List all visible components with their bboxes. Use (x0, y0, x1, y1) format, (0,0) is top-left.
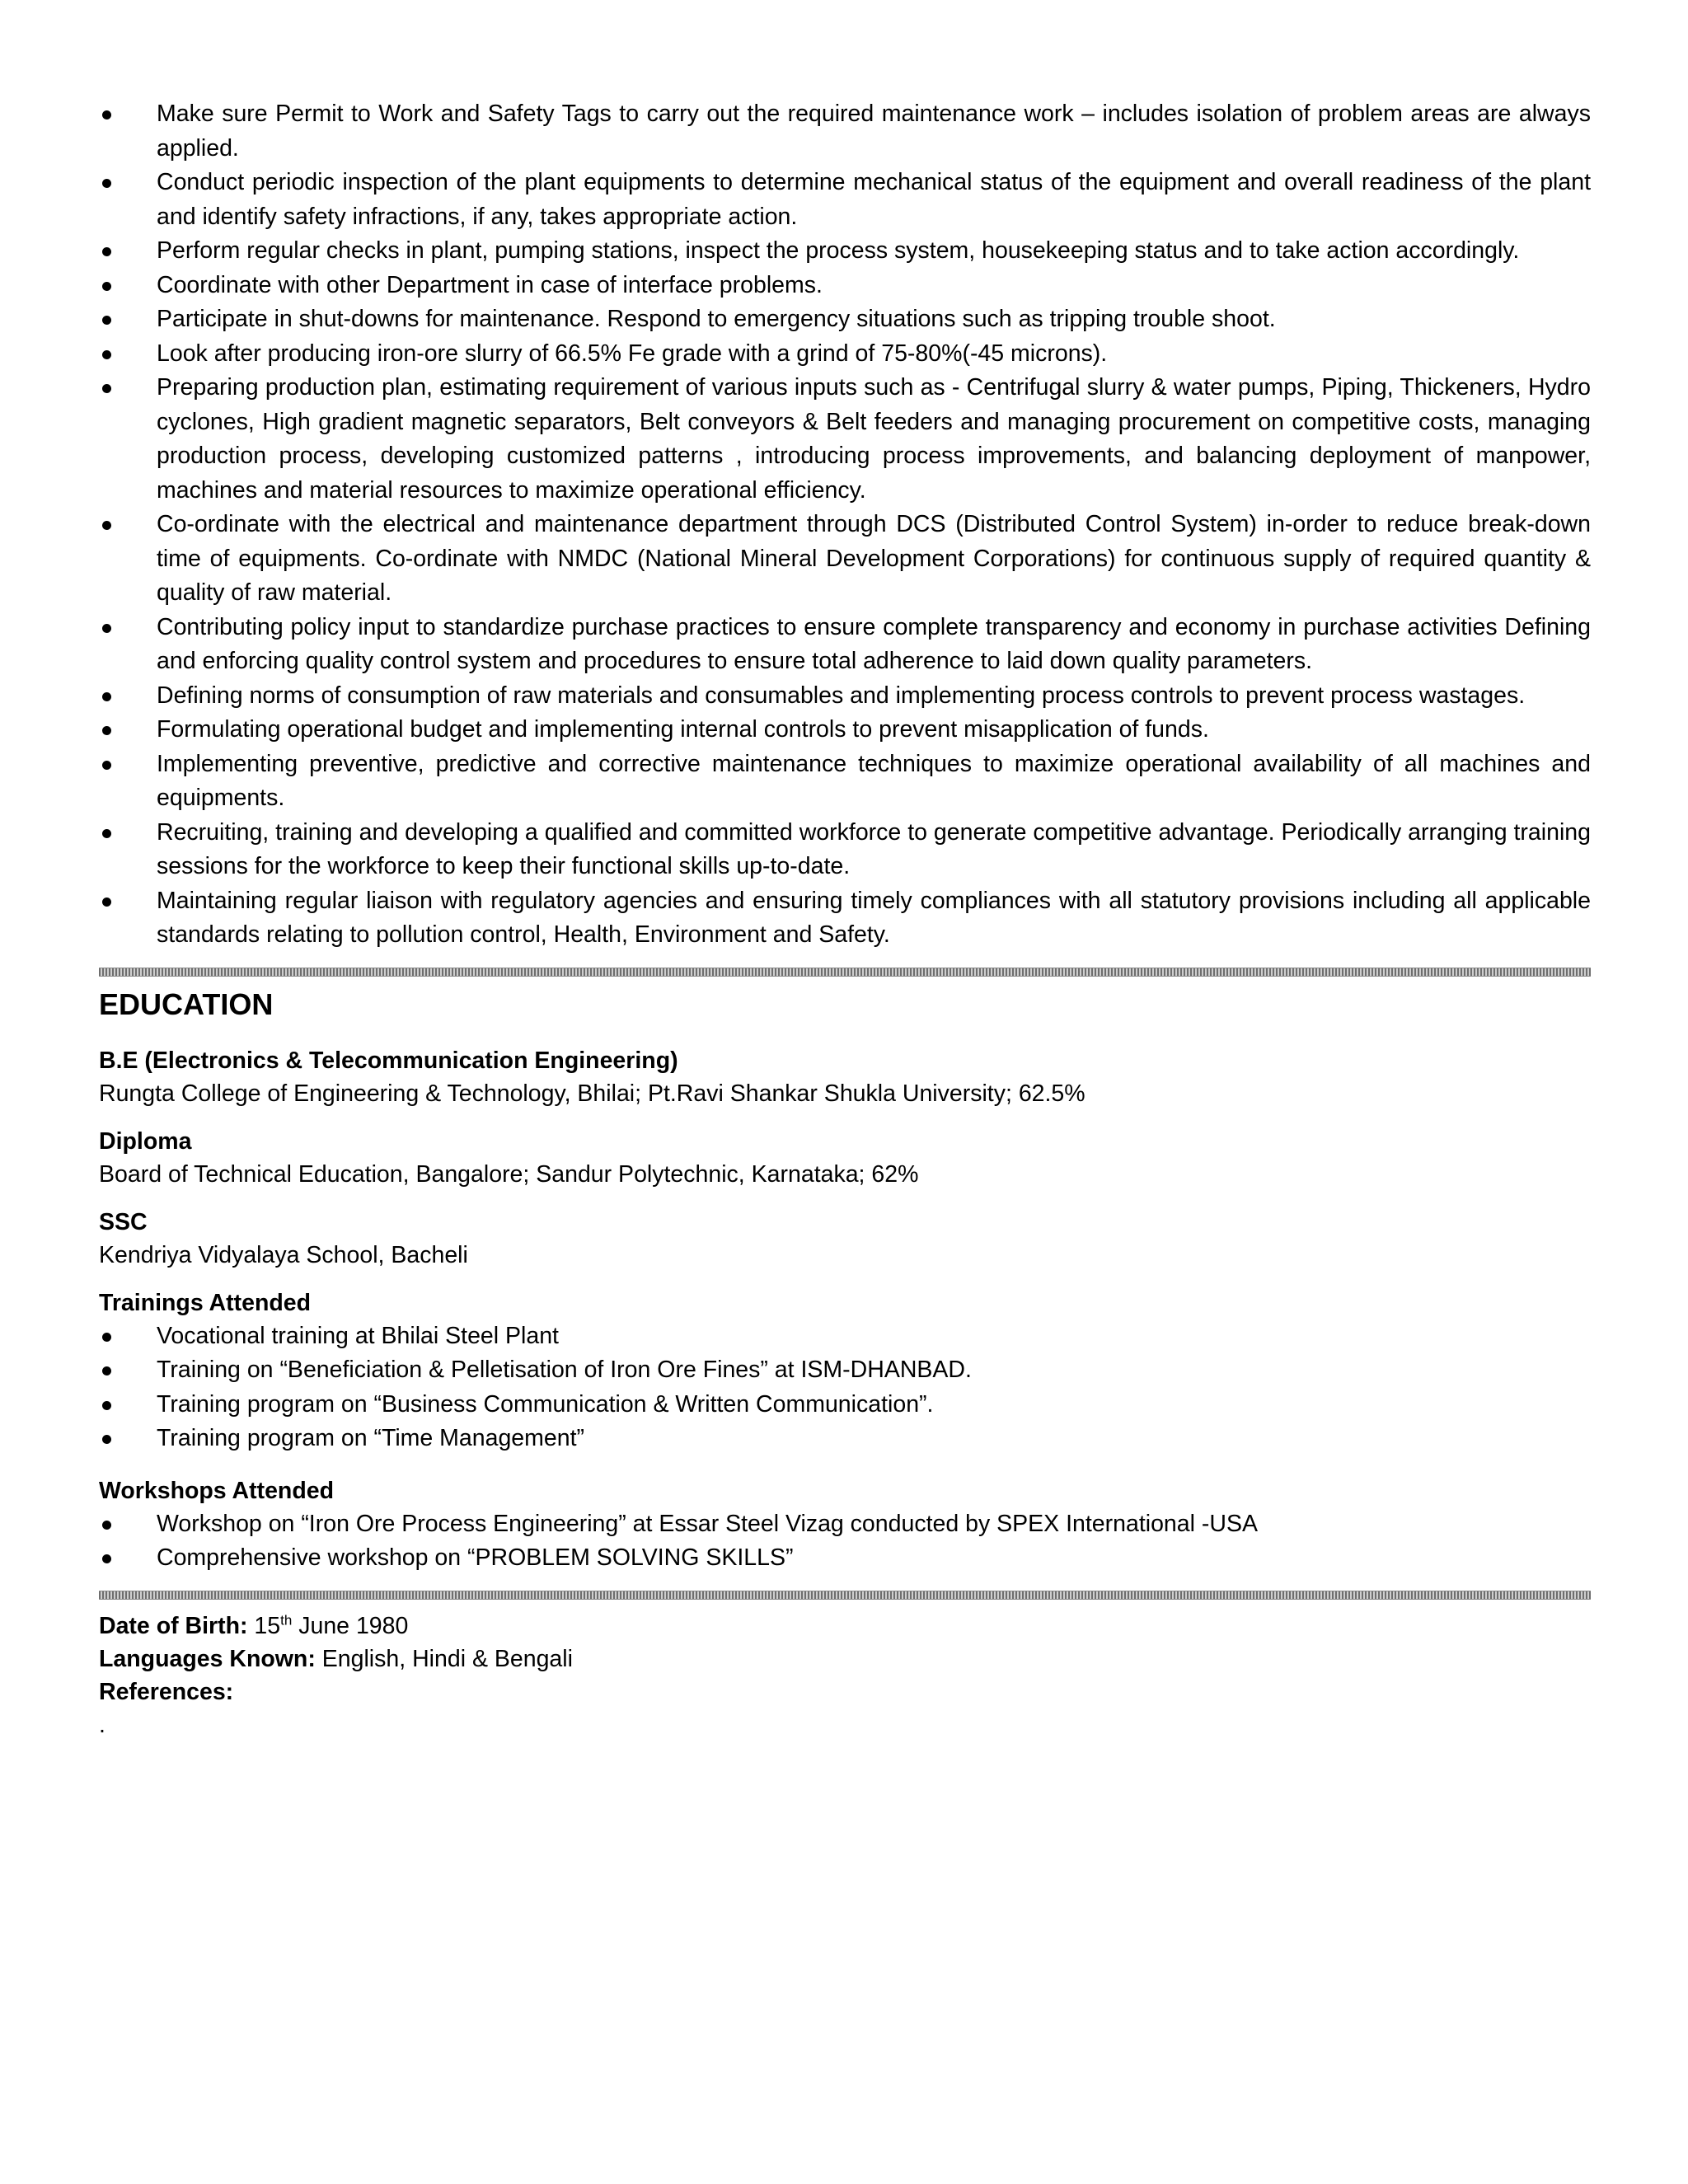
degree-entry (99, 1125, 1591, 1191)
bullet-icon (102, 1333, 111, 1342)
education-title: EDUCATION (99, 987, 274, 1021)
list-item-text: Training on “Beneficiation & Pelletisation of Iron Ore Fines” at ISM-DHANBAD. (157, 1357, 972, 1383)
degree-detail: Rungta College of Engineering & Technology, Bhilai; Pt.Ravi Shankar Shukla University; 62.5% (99, 1080, 1085, 1107)
list-item-text: Co-ordinate with the electrical and maintenance department through DCS (Distributed Control System) in-order to reduce break-down time of equipments. Co-ordinate with NMDC (National Mineral Development Corporations) for continuous supply of required quantity & quality of raw material. (157, 511, 1591, 606)
dob-label: Date of Birth: (99, 1612, 248, 1639)
list-item-text: Recruiting, training and developing a qualified and committed workforce to generate competitive advantage. Periodically arranging training sessions for the workforce to keep their functional skills up-to-date. (157, 818, 1591, 879)
list-item-text: Preparing production plan, estimating requirement of various inputs such as - Centrifugal slurry & water pumps, Piping, Thickeners, Hydro cyclones, High gradient magnetic separators, Belt conveyors & Belt feeders and managing procurement on competitive costs, managing production process, developing customized patterns , introducing process improvements, and balancing deployment of manpower, machines and material resources to maximize operational efficiency. (157, 374, 1591, 504)
list-item (99, 1319, 1591, 1354)
bullet-icon (102, 179, 111, 188)
list-item-text: Contributing policy input to standardize purchase practices to ensure complete transparency and economy in purchase activities Defining and enforcing quality control system and procedures to ensure total adherence to laid down quality parameters. (157, 613, 1591, 674)
trainings-list (99, 1319, 1591, 1456)
list-item-text: Look after producing iron-ore slurry of 66.5% Fe grade with a grind of 75-80%(-45 microns). (157, 340, 1108, 367)
languages-label: Languages Known: (99, 1645, 316, 1672)
list-item (99, 611, 1591, 679)
list-item (99, 679, 1591, 714)
dob-rest: June 1980 (298, 1612, 409, 1639)
list-item (99, 713, 1591, 748)
bullet-icon (102, 350, 111, 359)
dob-suffix: th (280, 1612, 293, 1628)
list-item-text: Implementing preventive, predictive and corrective maintenance techniques to maximize operational availability of all machines and equipments. (157, 750, 1591, 811)
bullet-icon (102, 1435, 111, 1444)
bullet-icon (102, 247, 111, 256)
list-item (99, 371, 1591, 508)
list-item-text: Participate in shut-downs for maintenance. Respond to emergency situations such as tripping trouble shoot. (157, 306, 1276, 332)
dob-day: 15 (254, 1612, 281, 1639)
list-item (99, 508, 1591, 611)
responsibilities-list (99, 97, 1591, 953)
bullet-icon (102, 521, 111, 530)
list-item (99, 1507, 1591, 1542)
bullet-icon (102, 624, 111, 633)
references (99, 1675, 1591, 1708)
bullet-icon (102, 761, 111, 770)
list-item (99, 97, 1591, 166)
bullet-icon (102, 1366, 111, 1376)
bullet-icon (102, 726, 111, 735)
list-item-text: Comprehensive workshop on “PROBLEM SOLVING SKILLS” (157, 1544, 794, 1571)
trainings-title: Trainings Attended (99, 1289, 312, 1316)
list-item-text: Formulating operational budget and implementing internal controls to prevent misapplication of funds. (157, 716, 1209, 743)
list-item (99, 884, 1591, 953)
degree-title: B.E (Electronics & Telecommunication Engineering) (99, 1047, 678, 1074)
degree-title: SSC (99, 1208, 148, 1235)
languages-value: English, Hindi & Bengali (321, 1645, 573, 1672)
list-item-text: Maintaining regular liaison with regulatory agencies and ensuring timely compliances with all statutory provisions including all applicable standards relating to pollution control, Health, Environment and Safety. (157, 887, 1591, 948)
list-item-text: Coordinate with other Department in case of interface problems. (157, 271, 823, 298)
list-item-text: Training program on “Time Management” (157, 1425, 585, 1451)
bullet-icon (102, 692, 111, 701)
degrees-list (99, 1044, 1591, 1272)
list-item (99, 1422, 1591, 1456)
degree-entry (99, 1044, 1591, 1110)
list-item (99, 302, 1591, 337)
degree-title: Diploma (99, 1127, 192, 1155)
list-item (99, 269, 1591, 303)
degree-detail: Kendriya Vidyalaya School, Bacheli (99, 1241, 468, 1268)
list-item (99, 1388, 1591, 1422)
list-item-text: Make sure Permit to Work and Safety Tags to carry out the required maintenance work – includes isolation of problem areas are always applied. (157, 101, 1591, 162)
bullet-icon (102, 316, 111, 325)
bullet-icon (102, 1554, 111, 1563)
list-item-text: Conduct periodic inspection of the plant equipments to determine mechanical status of the equipment and overall readiness of the plant and identify safety infractions, if any, takes appropriate action. (157, 169, 1591, 230)
trailing-dot: . (99, 1711, 106, 1738)
list-item-text: Workshop on “Iron Ore Process Engineering” at Essar Steel Vizag conducted by SPEX International -USA (157, 1510, 1258, 1537)
bullet-icon (102, 829, 111, 838)
list-item (99, 337, 1591, 372)
date-of-birth (99, 1610, 1591, 1643)
list-item (99, 1541, 1591, 1576)
workshops-title: Workshops Attended (99, 1477, 335, 1504)
bullet-icon (102, 384, 111, 393)
languages-known (99, 1643, 1591, 1675)
list-item (99, 1353, 1591, 1388)
list-item (99, 748, 1591, 816)
list-item-text: Perform regular checks in plant, pumping stations, inspect the process system, housekeeping status and to take action accordingly. (157, 237, 1520, 264)
bullet-icon (102, 898, 111, 907)
list-item-text: Training program on “Business Communication & Written Communication”. (157, 1390, 934, 1418)
list-item (99, 166, 1591, 234)
references-label: References: (99, 1678, 234, 1705)
section-divider (99, 968, 1591, 977)
bullet-icon (102, 1521, 111, 1530)
list-item (99, 234, 1591, 269)
list-item-text: Defining norms of consumption of raw materials and consumables and implementing process controls to prevent process wastages. (157, 682, 1526, 709)
degree-detail: Board of Technical Education, Bangalore; Sandur Polytechnic, Karnataka; 62% (99, 1160, 919, 1188)
list-item (99, 816, 1591, 884)
resume-page (99, 97, 1591, 1741)
workshops-list (99, 1507, 1591, 1576)
list-item-text: Vocational training at Bhilai Steel Plant (157, 1322, 559, 1349)
degree-entry (99, 1206, 1591, 1272)
bullet-icon (102, 110, 111, 120)
bullet-icon (102, 282, 111, 291)
section-divider (99, 1591, 1591, 1600)
bullet-icon (102, 1401, 111, 1410)
